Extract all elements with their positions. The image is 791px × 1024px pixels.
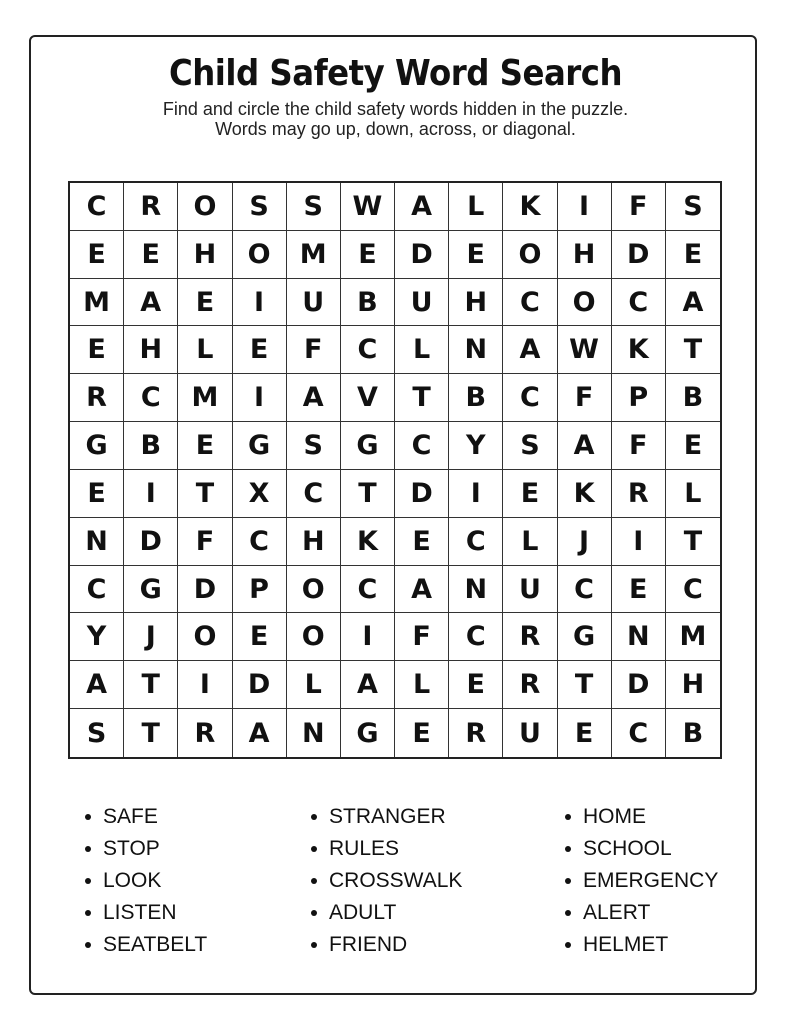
- grid-cell[interactable]: B: [682, 717, 704, 749]
- grid-cell[interactable]: I: [178, 661, 232, 709]
- word-label: LISTEN: [103, 901, 177, 924]
- word-list-item: [85, 865, 207, 897]
- grid-cell[interactable]: E: [341, 231, 395, 279]
- grid-cell[interactable]: A: [558, 422, 612, 470]
- grid-cell[interactable]: C: [341, 326, 395, 374]
- grid-cell[interactable]: U: [395, 279, 449, 327]
- grid-cell[interactable]: J: [124, 613, 178, 661]
- grid-cell[interactable]: A: [287, 374, 341, 422]
- grid-cell[interactable]: C: [233, 518, 287, 566]
- grid-cell[interactable]: E: [233, 613, 287, 661]
- bullet-icon: [311, 878, 317, 884]
- grid-cell[interactable]: K: [503, 183, 557, 231]
- grid-cell[interactable]: C: [70, 183, 124, 231]
- grid-cell[interactable]: C: [449, 613, 503, 661]
- bullet-icon: [565, 910, 571, 916]
- page-title: Child Safety Word Search: [168, 53, 623, 94]
- grid-cell[interactable]: A: [70, 661, 124, 709]
- grid-cell[interactable]: N: [287, 709, 341, 757]
- word-list-item: [311, 865, 462, 897]
- grid-cell[interactable]: L: [178, 326, 232, 374]
- grid-cell[interactable]: H: [449, 279, 503, 327]
- grid-cell[interactable]: S: [233, 183, 287, 231]
- grid-cell[interactable]: E: [449, 231, 503, 279]
- word-list-item: [565, 865, 718, 897]
- grid-cell[interactable]: I: [449, 470, 503, 518]
- grid-cell[interactable]: D: [612, 661, 666, 709]
- grid-cell[interactable]: J: [558, 518, 612, 566]
- word-list-item: [311, 897, 462, 929]
- grid-cell[interactable]: D: [178, 566, 232, 614]
- grid-cell[interactable]: E: [124, 231, 178, 279]
- grid-cell[interactable]: A: [666, 279, 720, 327]
- word-label: CROSSWALK: [329, 869, 463, 892]
- grid-cell[interactable]: O: [287, 566, 341, 614]
- grid-cell[interactable]: A: [124, 279, 178, 327]
- grid-cell[interactable]: C: [124, 374, 178, 422]
- grid-cell[interactable]: O: [287, 613, 341, 661]
- grid-cell[interactable]: F: [558, 374, 612, 422]
- word-label: HOME: [583, 805, 646, 828]
- word-label: LOOK: [103, 869, 162, 892]
- word-list-item: [311, 929, 462, 961]
- grid-cell[interactable]: F: [395, 613, 449, 661]
- grid-cell[interactable]: H: [558, 231, 612, 279]
- instruction-line-1: Find and circle the child safety words hidden in the puzzle.: [162, 99, 629, 119]
- grid-cell[interactable]: N: [612, 613, 666, 661]
- grid-cell[interactable]: L: [287, 661, 341, 709]
- bullet-icon: [85, 878, 91, 884]
- grid-cell[interactable]: M: [178, 374, 232, 422]
- grid-cell[interactable]: M: [287, 231, 341, 279]
- grid-cell[interactable]: P: [612, 374, 666, 422]
- word-list-item: [311, 801, 462, 833]
- grid-cell[interactable]: D: [233, 661, 287, 709]
- grid-cell[interactable]: G: [341, 709, 395, 757]
- grid-cell[interactable]: I: [341, 613, 395, 661]
- grid-cell[interactable]: K: [558, 470, 612, 518]
- grid-cell[interactable]: S: [70, 709, 124, 757]
- bullet-icon: [85, 846, 91, 852]
- grid-cell[interactable]: K: [341, 518, 395, 566]
- grid-cell[interactable]: T: [341, 470, 395, 518]
- grid-cell[interactable]: Y: [449, 422, 503, 470]
- bullet-icon: [85, 910, 91, 916]
- grid-cell[interactable]: F: [287, 326, 341, 374]
- grid-cell[interactable]: E: [70, 231, 124, 279]
- grid-cell[interactable]: F: [612, 422, 666, 470]
- grid-cell[interactable]: H: [666, 661, 720, 709]
- word-list-item: [565, 929, 718, 961]
- word-label: HELMET: [583, 933, 669, 956]
- grid-cell[interactable]: N: [449, 566, 503, 614]
- word-label: ADULT: [329, 901, 397, 924]
- word-list-item: [85, 801, 207, 833]
- grid-cell[interactable]: D: [124, 518, 178, 566]
- grid-cell[interactable]: O: [558, 279, 612, 327]
- word-label: FRIEND: [329, 933, 408, 956]
- word-label: ALERT: [583, 901, 651, 924]
- grid-cell[interactable]: C: [612, 709, 666, 757]
- bullet-icon: [565, 846, 571, 852]
- grid-cell[interactable]: I: [124, 470, 178, 518]
- grid-cell[interactable]: A: [341, 661, 395, 709]
- grid-cell[interactable]: H: [124, 326, 178, 374]
- grid-cell[interactable]: G: [70, 422, 124, 470]
- grid-cell[interactable]: B: [341, 279, 395, 327]
- grid-cell[interactable]: I: [233, 374, 287, 422]
- bullet-icon: [311, 942, 317, 948]
- grid-cell[interactable]: R: [124, 183, 178, 231]
- grid-cell[interactable]: C: [612, 279, 666, 327]
- grid-cell[interactable]: U: [503, 566, 557, 614]
- grid-cell[interactable]: I: [558, 183, 612, 231]
- grid-cell[interactable]: L: [449, 183, 503, 231]
- word-list-column-3: [565, 801, 718, 961]
- grid-cell[interactable]: G: [341, 422, 395, 470]
- grid-cell[interactable]: O: [178, 613, 232, 661]
- grid-cell[interactable]: I: [612, 518, 666, 566]
- word-list-column-2: [311, 801, 462, 961]
- grid-cell[interactable]: B: [124, 422, 178, 470]
- grid-cell[interactable]: U: [503, 709, 557, 757]
- grid-cell[interactable]: C: [666, 566, 720, 614]
- grid-cell[interactable]: B: [449, 374, 503, 422]
- grid-cell[interactable]: U: [287, 279, 341, 327]
- grid-cell[interactable]: P: [233, 566, 287, 614]
- grid-cell[interactable]: L: [395, 326, 449, 374]
- word-list-column-1: [85, 801, 207, 961]
- bullet-icon: [565, 942, 571, 948]
- word-label: STOP: [103, 837, 160, 860]
- grid-cell[interactable]: E: [612, 566, 666, 614]
- grid-cell[interactable]: T: [124, 709, 178, 757]
- grid-cell[interactable]: T: [395, 374, 449, 422]
- grid-cell[interactable]: S: [287, 422, 341, 470]
- grid-cell[interactable]: E: [70, 470, 124, 518]
- grid-cell[interactable]: I: [233, 279, 287, 327]
- grid-cell[interactable]: E: [178, 422, 232, 470]
- grid-cell[interactable]: O: [503, 231, 557, 279]
- word-list-item: [85, 929, 207, 961]
- word-list-item: [565, 897, 718, 929]
- bullet-icon: [311, 846, 317, 852]
- grid-cell[interactable]: K: [612, 326, 666, 374]
- grid-cell[interactable]: G: [124, 566, 178, 614]
- grid-cell[interactable]: E: [178, 279, 232, 327]
- grid-cell[interactable]: T: [558, 661, 612, 709]
- grid-cell[interactable]: V: [341, 374, 395, 422]
- grid-cell[interactable]: S: [503, 422, 557, 470]
- grid-cell[interactable]: A: [395, 566, 449, 614]
- word-list-item: [565, 833, 718, 865]
- grid-cell[interactable]: T: [124, 661, 178, 709]
- word-label: SCHOOL: [583, 837, 672, 860]
- bullet-icon: [85, 814, 91, 820]
- grid-cell[interactable]: N: [70, 518, 124, 566]
- word-search-grid: [68, 181, 722, 759]
- grid-cell[interactable]: C: [70, 566, 124, 614]
- grid-cell[interactable]: E: [70, 326, 124, 374]
- grid-cell[interactable]: W: [558, 326, 612, 374]
- grid-cell[interactable]: O: [178, 183, 232, 231]
- bullet-icon: [311, 910, 317, 916]
- grid-cell[interactable]: D: [395, 231, 449, 279]
- grid-cell[interactable]: Y: [70, 613, 124, 661]
- grid-cell[interactable]: B: [666, 374, 720, 422]
- grid-cell[interactable]: T: [666, 326, 720, 374]
- grid-cell[interactable]: R: [70, 374, 124, 422]
- grid-cell[interactable]: M: [666, 613, 720, 661]
- word-label: SAFE: [103, 805, 158, 828]
- grid-cell[interactable]: R: [503, 613, 557, 661]
- grid-cell[interactable]: T: [666, 518, 720, 566]
- grid-cell[interactable]: H: [178, 231, 232, 279]
- grid-cell[interactable]: R: [503, 661, 557, 709]
- grid-cell[interactable]: C: [395, 422, 449, 470]
- grid-cell[interactable]: A: [503, 326, 557, 374]
- grid-cell[interactable]: L: [503, 518, 557, 566]
- grid-cell[interactable]: F: [612, 183, 666, 231]
- grid-cell[interactable]: T: [178, 470, 232, 518]
- grid-cell[interactable]: E: [395, 709, 449, 757]
- grid-cell[interactable]: N: [449, 326, 503, 374]
- word-label: SEATBELT: [103, 933, 208, 956]
- grid-cell[interactable]: C: [503, 374, 557, 422]
- grid-cell[interactable]: A: [395, 183, 449, 231]
- grid-cell[interactable]: E: [395, 518, 449, 566]
- grid-cell[interactable]: R: [449, 709, 503, 757]
- grid-cell[interactable]: E: [666, 231, 720, 279]
- word-list-item: [85, 897, 207, 929]
- grid-cell[interactable]: X: [233, 470, 287, 518]
- instruction-line-2: Words may go up, down, across, or diagonal.: [215, 119, 576, 139]
- grid-cell[interactable]: M: [70, 279, 124, 327]
- grid-cell[interactable]: G: [233, 422, 287, 470]
- grid-cell[interactable]: E: [503, 470, 557, 518]
- grid-cell[interactable]: W: [341, 183, 395, 231]
- grid-cell[interactable]: E: [233, 326, 287, 374]
- word-list-item: [565, 801, 718, 833]
- grid-cell[interactable]: E: [666, 422, 720, 470]
- word-label: EMERGENCY: [583, 869, 719, 892]
- bullet-icon: [565, 878, 571, 884]
- grid-cell[interactable]: A: [233, 709, 287, 757]
- grid-cell[interactable]: S: [287, 183, 341, 231]
- grid-cell[interactable]: L: [395, 661, 449, 709]
- grid-cell[interactable]: E: [558, 709, 612, 757]
- bullet-icon: [85, 942, 91, 948]
- bullet-icon: [565, 814, 571, 820]
- grid-cell[interactable]: C: [341, 566, 395, 614]
- grid-cell[interactable]: C: [287, 470, 341, 518]
- grid-cell[interactable]: H: [287, 518, 341, 566]
- grid-cell[interactable]: F: [178, 518, 232, 566]
- grid-cell[interactable]: C: [558, 566, 612, 614]
- word-label: RULES: [329, 837, 400, 860]
- bullet-icon: [311, 814, 317, 820]
- grid-cell[interactable]: C: [449, 518, 503, 566]
- grid-cell[interactable]: C: [503, 279, 557, 327]
- word-list-item: [311, 833, 462, 865]
- grid-cell[interactable]: O: [233, 231, 287, 279]
- grid-cell[interactable]: R: [612, 470, 666, 518]
- grid-cell[interactable]: S: [666, 183, 720, 231]
- grid-cell[interactable]: L: [666, 470, 720, 518]
- grid-cell[interactable]: E: [449, 661, 503, 709]
- grid-cell[interactable]: G: [558, 613, 612, 661]
- word-list-item: [85, 833, 207, 865]
- grid-cell[interactable]: D: [612, 231, 666, 279]
- grid-cell[interactable]: R: [178, 709, 232, 757]
- word-label: STRANGER: [329, 805, 446, 828]
- grid-cell[interactable]: D: [395, 470, 449, 518]
